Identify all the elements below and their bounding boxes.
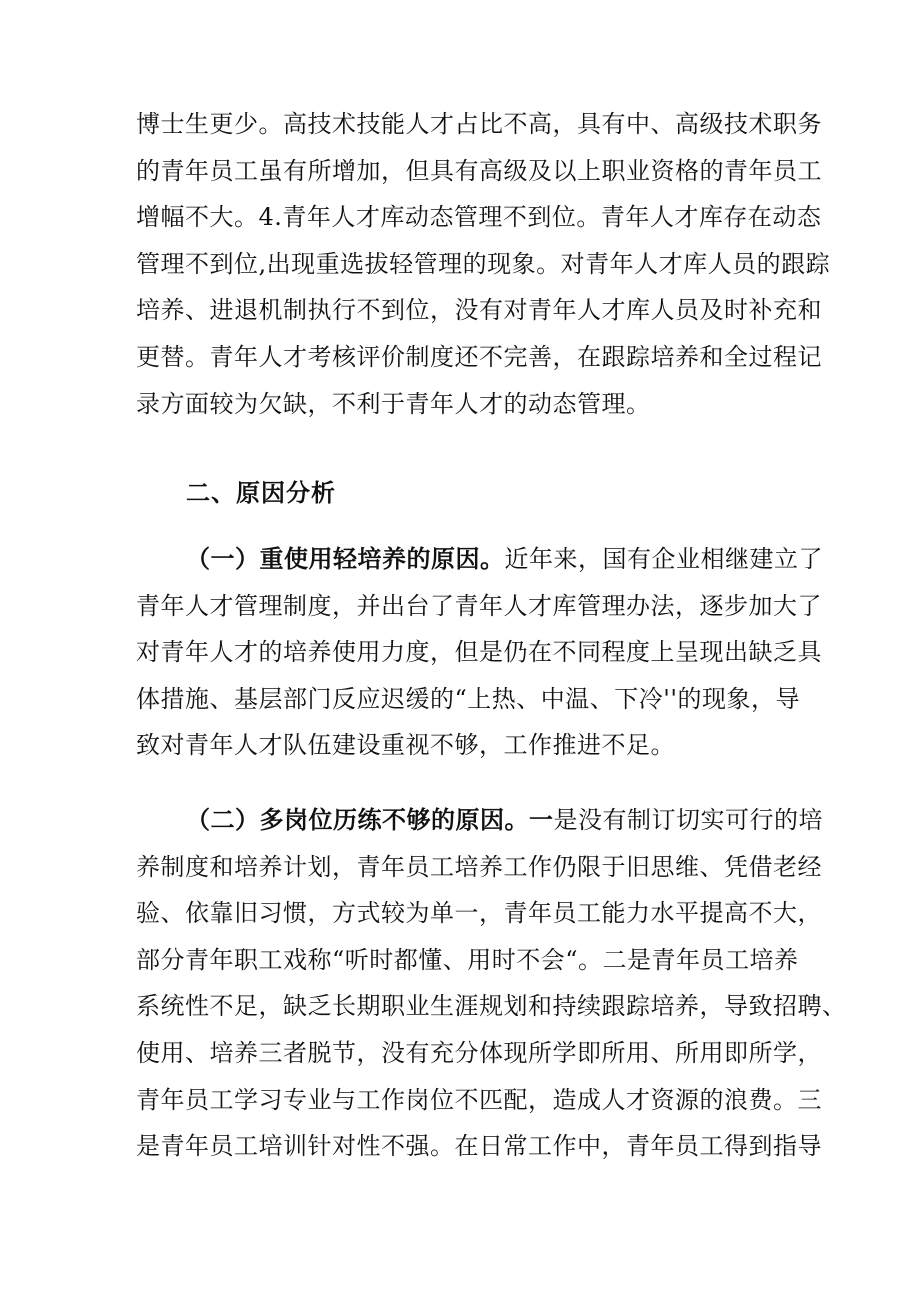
paragraph-dynamic-management [136,101,831,427]
paragraph-lead: （一）重使用轻培养的原因。 [186,545,505,573]
paragraph-lead: （二）多岗位历练不够的原因。 [186,806,529,834]
text-line: 部分青年职工戏称“听时都懂、用时不会“。二是青年员工培养 [136,945,799,974]
text-run: 近年来，国有企业相继建立了 [504,545,823,573]
text-run: 是没有制订切实可行的培 [553,806,823,834]
text-line: 青年员工学习专业与工作岗位不匹配，造成人才资源的浪费。三 [136,1085,822,1114]
text-line: 养制度和培养计划，青年员工培养工作仍限于旧思维、凭借老经 [136,852,822,881]
text-line: 培养、进退机制执行不到位，没有对青年人才库人员及时补充和 [136,296,822,325]
text-line: 体措施、基层部门反应迟缓的“上热、中温、下冷''的现象，导 [136,684,800,713]
text-line: 管理不到位,出现重选拔轻管理的现象。对青年人才库人员的跟踪 [136,249,831,278]
text-line [136,797,823,844]
text-line: 是青年员工培训针对性不强。在日常工作中，青年员工得到指导 [136,1132,822,1161]
text-line: 的青年员工虽有所增加，但具有高级及以上职业资格的青年员工 [136,156,822,185]
text-line: 录方面较为欠缺，不利于青年人才的动态管理。 [136,389,651,418]
text-line: 验、依靠旧习惯，方式较为单一，青年员工能力水平提高不大， [136,899,822,928]
section-heading: 二、原因分析 [186,479,336,507]
text-line: 致对青年人才队伍建设重视不够，工作推进不足。 [136,731,675,760]
text-line [136,536,823,583]
text-line: 对青年人才的培养使用力度，但是仍在不同程度上呈现出缺乏具 [136,638,822,667]
text-line: 博士生更少。高技术技能人才占比不高，具有中、高级技术职务 [136,110,822,138]
paragraph-training-neglect [136,536,823,769]
paragraph-lead-ordinal: 一 [529,806,554,834]
text-line: 系统性不足，缺乏长期职业生涯规划和持续跟踪培养，导致招聘、 [136,992,847,1021]
text-line: 更替。青年人才考核评价制度还不完善，在跟踪培养和全过程记 [136,342,822,371]
text-line: 使用、培养三者脱节，没有充分体现所学即所用、所用即所学， [136,1038,822,1067]
text-line: 青年人才管理制度，并出台了青年人才库管理办法，逐步加大了 [136,591,822,620]
paragraph-multi-post [136,797,847,1170]
text-line: 增幅不大。4.青年人才库动态管理不到位。青年人才库存在动态 [136,203,822,232]
